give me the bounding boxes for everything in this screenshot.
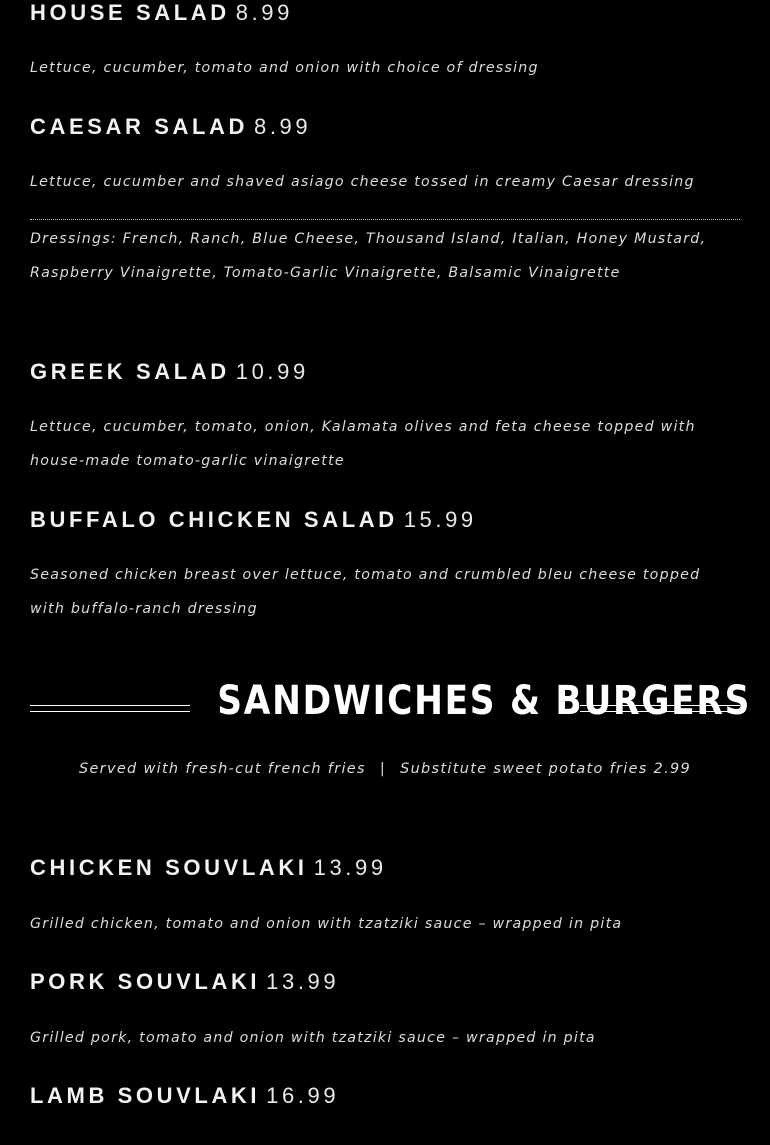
menu-item-description: Seasoned chicken breast over lettuce, tomato and crumbled bleu cheese topped with buffalo-ranch dressing [30,567,701,617]
menu-item-price: 16.99 [266,1083,340,1108]
menu-item-name: BUFFALO CHICKEN SALAD [30,507,398,532]
menu-item-title [30,361,309,383]
menu-item-name: CAESAR SALAD [30,114,248,139]
menu-item-description: Lettuce, cucumber and shaved asiago cheese tossed in creamy Caesar dressing [30,174,695,190]
section-heading: SANDWICHES & BURGERS [217,678,752,724]
dressings-note: Dressings: French, Ranch, Blue Cheese, Thousand Island, Italian, Honey Mustard, Raspberry Vinaigrette, Tomato-Garlic Vinaigrette, Balsamic Vinaigrette [30,231,707,281]
menu-item-name: CHICKEN SOUVLAKI [30,855,308,880]
menu-item-price: 10.99 [235,359,309,384]
menu-item-title [30,116,311,138]
menu-item-price: 13.99 [313,855,387,880]
menu-item-name: HOUSE SALAD [30,0,230,25]
section-note [30,762,740,777]
menu-item-name: PORK SOUVLAKI [30,969,261,994]
heading-rule-left [30,705,190,712]
menu-item-title [30,857,387,879]
menu-item-price: 15.99 [403,507,477,532]
menu-item-name: GREEK SALAD [30,359,230,384]
heading-rule-right [580,705,740,712]
menu-item-description: Lettuce, cucumber, tomato, onion, Kalamata olives and feta cheese topped with house-made tomato-garlic vinaigrette [30,419,696,469]
dotted-divider [30,219,740,220]
menu-item-title [30,1085,339,1107]
menu-item-description: Lettuce, cucumber, tomato and onion with choice of dressing [30,60,539,76]
section-note-separator: | [379,761,387,777]
menu-item-price: 8.99 [235,0,293,25]
menu-item-title [30,2,293,24]
section-note-left: Served with fresh-cut french fries [78,761,366,777]
menu-item-name: LAMB SOUVLAKI [30,1083,261,1108]
menu-item-description: Grilled chicken, tomato and onion with tzatziki sauce – wrapped in pita [30,916,623,932]
menu-item-title [30,509,477,531]
menu-item-description: Grilled pork, tomato and onion with tzatziki sauce – wrapped in pita [30,1030,596,1046]
section-heading-block [30,678,752,737]
menu-item-title [30,971,339,993]
menu-item-price: 13.99 [266,969,340,994]
menu-item-price: 8.99 [254,114,312,139]
section-note-right: Substitute sweet potato fries 2.99 [400,761,692,777]
